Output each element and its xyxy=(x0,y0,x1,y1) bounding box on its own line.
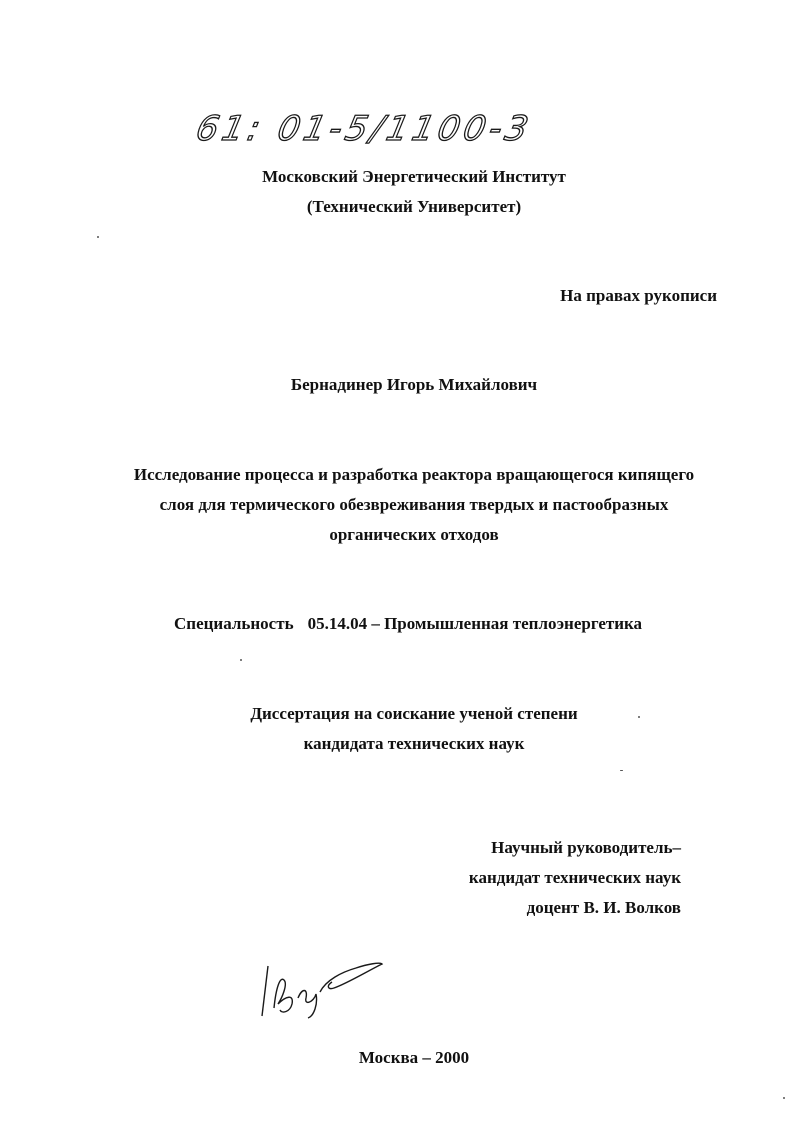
scan-speck xyxy=(620,770,623,771)
handwritten-signature xyxy=(256,958,386,1020)
specialty-value: 05.14.04 – Промышленная теплоэнергетика xyxy=(307,614,643,633)
specialty-line xyxy=(174,614,642,634)
dissertation-title-line-3: органических отходов xyxy=(329,525,499,544)
handwritten-catalog-code-drawing xyxy=(195,100,575,170)
degree-line-1: Диссертация на соискание ученой степени xyxy=(250,704,578,723)
signature-drawing xyxy=(256,958,386,1020)
scan-speck xyxy=(97,236,99,238)
scan-speck xyxy=(638,716,640,718)
handwritten-catalog-code xyxy=(195,100,575,170)
dissertation-title-line-2: слоя для термического обезвреживания твердых и пастообразных xyxy=(159,495,669,514)
supervisor-line-2: кандидат технических наук xyxy=(468,868,681,887)
dissertation-title-line-1: Исследование процесса и разработка реактора вращающегося кипящего xyxy=(133,465,695,484)
handwritten-catalog-code-text: 61: 01-5/1100-3 xyxy=(195,109,536,149)
degree-line-2: кандидата технических наук xyxy=(303,734,525,753)
institute-name: Московский Энергетический Институт xyxy=(262,167,566,186)
manuscript-note: На правах рукописи xyxy=(560,286,717,305)
city-year: Москва – 2000 xyxy=(358,1048,470,1067)
scan-speck xyxy=(240,659,242,661)
supervisor-line-3: доцент В. И. Волков xyxy=(526,898,681,917)
scan-speck xyxy=(783,1097,785,1099)
institute-subtitle: (Технический Университет) xyxy=(306,197,522,216)
author-name: Бернадинер Игорь Михайлович xyxy=(290,375,538,394)
supervisor-line-1: Научный руководитель– xyxy=(491,838,681,857)
specialty-label: Специальность xyxy=(174,614,294,633)
